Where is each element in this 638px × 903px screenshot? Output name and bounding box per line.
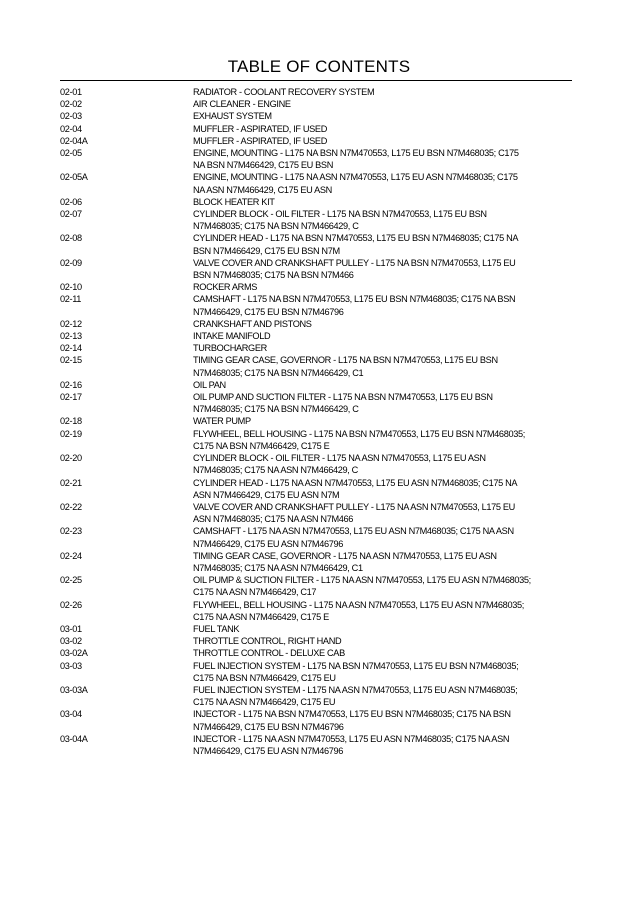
toc-entry (60, 428, 580, 452)
toc-entry (60, 123, 580, 135)
toc-entry-description: EXHAUST SYSTEM (193, 111, 272, 122)
toc-entry (60, 550, 580, 574)
toc-list (60, 86, 580, 757)
toc-entry-code: 03-03 (60, 660, 82, 671)
toc-entry (60, 379, 580, 391)
toc-entry (60, 391, 580, 415)
title-divider (60, 80, 572, 81)
toc-entry-code: 02-18 (60, 416, 82, 427)
toc-entry (60, 98, 580, 110)
toc-entry-code: 02-04A (60, 135, 88, 146)
toc-entry-code: 03-02 (60, 636, 82, 647)
toc-entry-code: 02-14 (60, 343, 82, 354)
toc-entry (60, 733, 580, 757)
toc-entry-description: FLYWHEEL, BELL HOUSING - L175 NA ASN N7M470553, L175 EU ASN N7M468035; C175 NA ASN N7M466429, C175 E (193, 599, 524, 622)
toc-entry-code: 02-16 (60, 379, 82, 390)
toc-entry-description: FUEL TANK (193, 623, 240, 634)
toc-entry-description: AIR CLEANER - ENGINE (193, 99, 291, 110)
toc-entry (60, 415, 580, 427)
toc-entry (60, 477, 580, 501)
toc-entry-description: INJECTOR - L175 NA BSN N7M470553, L175 EU BSN N7M468035; C175 NA BSN N7M466429, C175 EU BSN N7M46796 (193, 709, 511, 732)
toc-entry (60, 623, 580, 635)
toc-entry-code: 02-11 (60, 294, 82, 305)
toc-entry (60, 684, 580, 708)
toc-entry-code: 02-20 (60, 453, 82, 464)
toc-entry-description: ENGINE, MOUNTING - L175 NA BSN N7M470553, L175 EU BSN N7M468035; C175 NA BSN N7M466429, C175 EU BSN (193, 148, 519, 171)
toc-entry-description: CRANKSHAFT AND PISTONS (193, 318, 312, 329)
toc-entry-code: 03-03A (60, 684, 88, 695)
toc-entry-description: TURBOCHARGER (193, 343, 267, 354)
toc-entry-code: 02-08 (60, 233, 82, 244)
toc-entry-description: OIL PUMP AND SUCTION FILTER - L175 NA BSN N7M470553, L175 EU BSN N7M468035; C175 NA BSN N7M466429, C (193, 392, 493, 415)
toc-entry (60, 208, 580, 232)
toc-entry-description: CAMSHAFT - L175 NA ASN N7M470553, L175 EU ASN N7M468035; C175 NA ASN N7M466429, C175 EU ASN N7M46796 (193, 526, 514, 549)
toc-entry (60, 86, 580, 98)
toc-entry-code: 03-04 (60, 709, 82, 720)
toc-entry (60, 257, 580, 281)
toc-entry-code: 02-25 (60, 575, 82, 586)
page-title: TABLE OF CONTENTS (227, 57, 411, 76)
toc-entry (60, 574, 580, 598)
toc-entry-description: INTAKE MANIFOLD (193, 331, 271, 342)
toc-entry-description: CYLINDER BLOCK - OIL FILTER - L175 NA BSN N7M470553, L175 EU BSN N7M468035; C175 NA BSN N7M466429, C (193, 209, 487, 232)
toc-entry-description: WATER PUMP (193, 416, 251, 427)
toc-entry-code: 02-07 (60, 209, 82, 220)
toc-entry-code: 02-12 (60, 318, 82, 329)
toc-entry-description: CYLINDER HEAD - L175 NA BSN N7M470553, L175 EU BSN N7M468035; C175 NA BSN N7M466429, C175 EU BSN N7M (193, 233, 519, 256)
toc-entry (60, 135, 580, 147)
toc-entry-description: ENGINE, MOUNTING - L175 NA ASN N7M470553, L175 EU ASN N7M468035; C175 NA ASN N7M466429, C175 EU ASN (193, 172, 518, 195)
toc-entry-code: 02-21 (60, 477, 82, 488)
toc-entry (60, 525, 580, 549)
toc-entry-code: 02-23 (60, 526, 82, 537)
toc-entry-code: 02-26 (60, 599, 82, 610)
toc-entry (60, 647, 580, 659)
toc-entry-description: THROTTLE CONTROL, RIGHT HAND (193, 636, 342, 647)
toc-entry-description: MUFFLER - ASPIRATED, IF USED (193, 135, 327, 146)
toc-entry (60, 196, 580, 208)
toc-entry (60, 501, 580, 525)
toc-entry-description: THROTTLE CONTROL - DELUXE CAB (193, 648, 345, 659)
toc-entry-description: CYLINDER HEAD - L175 NA ASN N7M470553, L175 EU ASN N7M468035; C175 NA ASN N7M466429, C175 EU ASN N7M (193, 477, 518, 500)
toc-entry-description: OIL PAN (193, 379, 226, 390)
toc-entry-code: 02-19 (60, 428, 82, 439)
toc-entry-code: 02-03 (60, 111, 82, 122)
toc-entry-code: 02-04 (60, 123, 82, 134)
toc-entry-description: VALVE COVER AND CRANKSHAFT PULLEY - L175 NA BSN N7M470553, L175 EU BSN N7M468035; C175 NA BSN N7M466 (193, 257, 516, 281)
toc-entry-code: 02-09 (60, 257, 82, 268)
toc-entry-description: FUEL INJECTION SYSTEM - L175 NA ASN N7M470553, L175 EU ASN N7M468035; C175 NA ASN N7M466429, C175 EU (193, 684, 518, 708)
toc-entry (60, 635, 580, 647)
toc-entry-code: 03-01 (60, 623, 82, 634)
toc-entry (60, 599, 580, 623)
toc-entry-description: TIMING GEAR CASE, GOVERNOR - L175 NA ASN N7M470553, L175 EU ASN N7M468035; C175 NA ASN N7M466429, C1 (193, 550, 497, 573)
toc-entry (60, 330, 580, 342)
toc-entry (60, 452, 580, 476)
toc-entry-description: MUFFLER - ASPIRATED, IF USED (193, 123, 327, 134)
toc-entry-description: INJECTOR - L175 NA ASN N7M470553, L175 EU ASN N7M468035; C175 NA ASN N7M466429, C175 EU ASN N7M46796 (193, 733, 510, 756)
toc-entry-code: 03-04A (60, 733, 88, 744)
toc-entry (60, 171, 580, 195)
toc-entry-description: TIMING GEAR CASE, GOVERNOR - L175 NA BSN N7M470553, L175 EU BSN N7M468035; C175 NA BSN N7M466429, C1 (193, 355, 498, 378)
toc-entry (60, 281, 580, 293)
toc-entry (60, 708, 580, 732)
toc-entry-code: 02-05A (60, 172, 88, 183)
toc-entry (60, 660, 580, 684)
toc-entry (60, 232, 580, 256)
toc-entry (60, 147, 580, 171)
toc-entry-code: 02-17 (60, 392, 82, 403)
toc-entry-code: 02-01 (60, 87, 82, 97)
toc-entry-code: 02-06 (60, 196, 82, 207)
toc-entry-description: CAMSHAFT - L175 NA BSN N7M470553, L175 EU BSN N7M468035; C175 NA BSN N7M466429, C175 EU BSN N7M46796 (193, 294, 516, 317)
toc-entry-description: ROCKER ARMS (193, 282, 258, 293)
toc-entry-description: FUEL INJECTION SYSTEM - L175 NA BSN N7M470553, L175 EU BSN N7M468035; C175 NA BSN N7M466429, C175 EU (193, 660, 519, 683)
toc-entry-description: VALVE COVER AND CRANKSHAFT PULLEY - L175 NA ASN N7M470553, L175 EU ASN N7M468035; C175 NA ASN N7M466 (193, 501, 515, 525)
toc-entry-code: 02-22 (60, 501, 82, 512)
toc-entry (60, 342, 580, 354)
toc-entry-code: 02-05 (60, 148, 82, 159)
toc-entry-code: 02-13 (60, 331, 82, 342)
toc-entry (60, 354, 580, 378)
toc-entry-code: 02-02 (60, 99, 82, 110)
toc-entry-description: FLYWHEEL, BELL HOUSING - L175 NA BSN N7M470553, L175 EU BSN N7M468035; C175 NA BSN N7M466429, C175 E (193, 428, 525, 451)
toc-entry-description: OIL PUMP & SUCTION FILTER - L175 NA ASN N7M470553, L175 EU ASN N7M468035; C175 NA ASN N7M466429, C17 (193, 575, 531, 598)
toc-entry-code: 02-10 (60, 282, 82, 293)
toc-entry-description: CYLINDER BLOCK - OIL FILTER - L175 NA ASN N7M470553, L175 EU ASN N7M468035; C175 NA ASN N7M466429, C (193, 453, 486, 476)
toc-entry-description: BLOCK HEATER KIT (193, 196, 275, 207)
toc-entry (60, 318, 580, 330)
toc-entry (60, 293, 580, 317)
toc-entry-code: 03-02A (60, 648, 88, 659)
toc-entry-code: 02-24 (60, 550, 82, 561)
toc-entry (60, 110, 580, 122)
toc-entry-code: 02-15 (60, 355, 82, 366)
toc-entry-description: RADIATOR - COOLANT RECOVERY SYSTEM (193, 87, 375, 97)
